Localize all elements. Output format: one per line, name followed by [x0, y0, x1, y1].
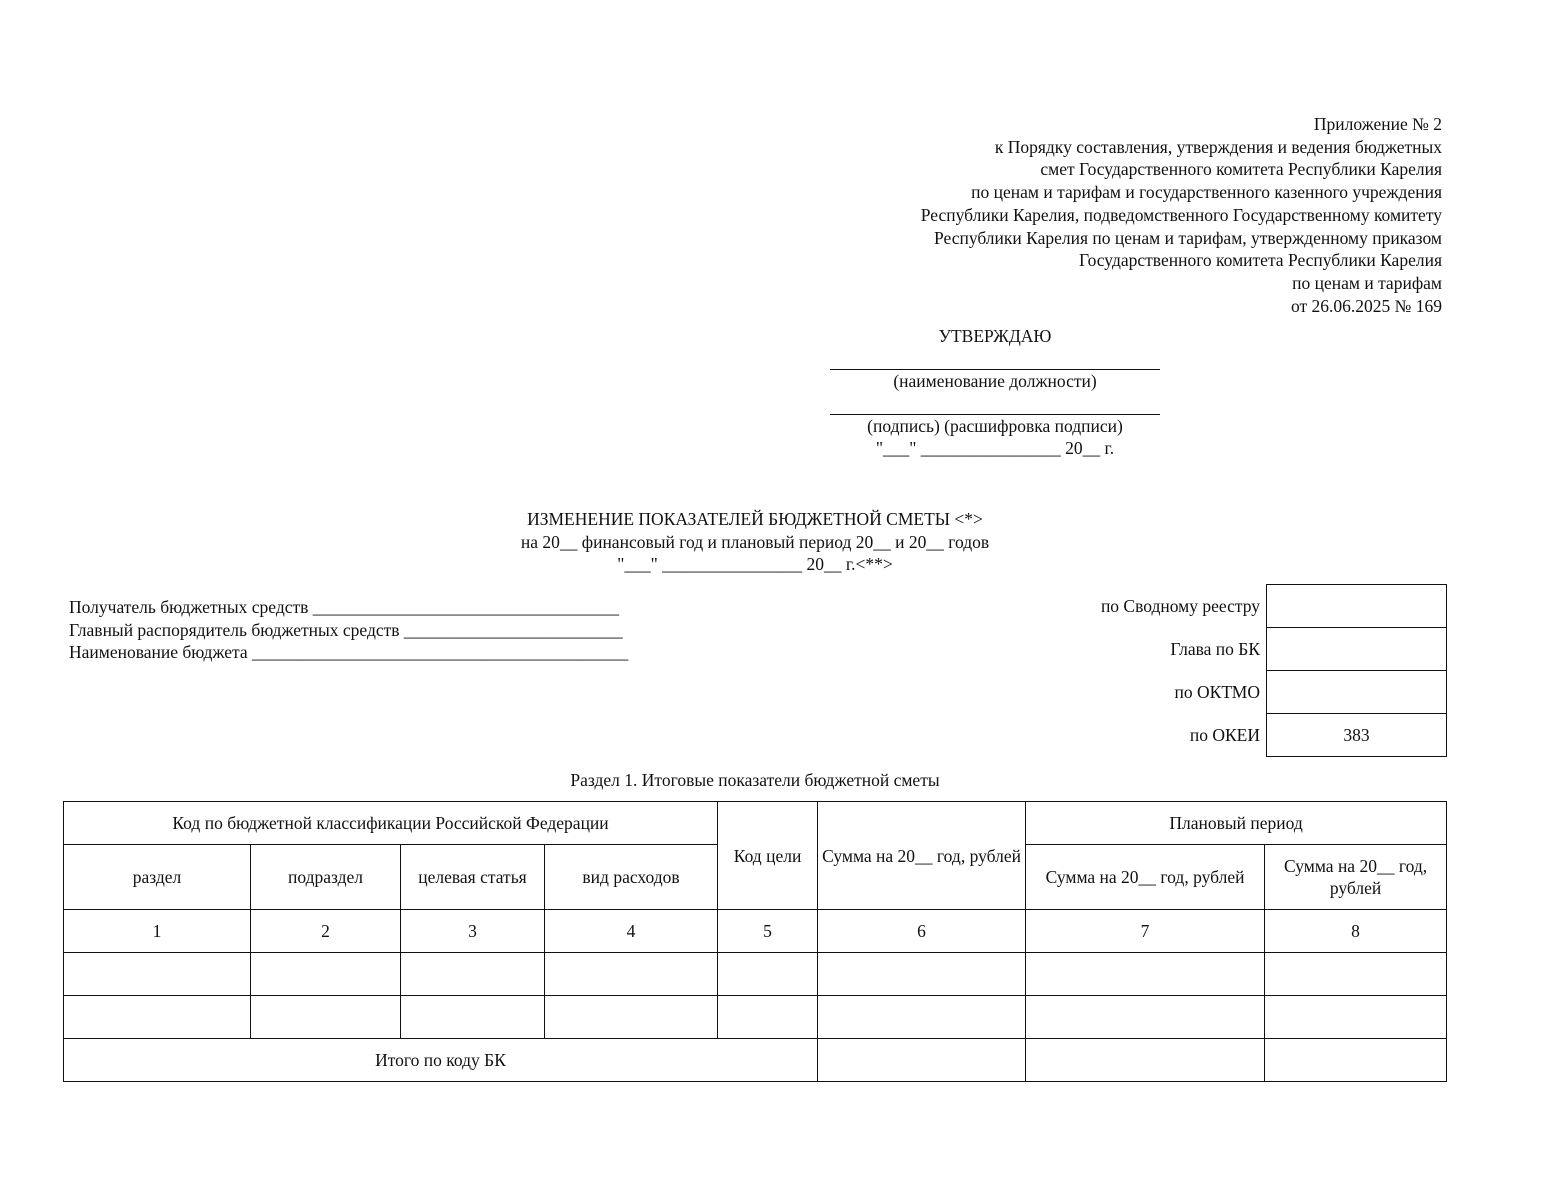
annex-line: Республики Карелия по ценам и тарифам, утвержденному приказом	[933, 227, 1442, 248]
table-cell[interactable]	[718, 953, 818, 996]
total-cell[interactable]	[1265, 1039, 1447, 1082]
approval-block	[830, 325, 1160, 459]
column-number: 3	[401, 910, 545, 953]
table-cell[interactable]	[64, 996, 251, 1039]
column-number: 5	[718, 910, 818, 953]
table-row	[64, 953, 1447, 996]
recipient-info	[69, 596, 628, 664]
code-label: Глава по БК	[1170, 638, 1260, 659]
total-row	[64, 1039, 1447, 1082]
signature-caption: (подпись) (расшифровка подписи)	[867, 416, 1123, 436]
code-value-field[interactable]: 383	[1267, 714, 1447, 757]
table-cell[interactable]	[64, 953, 251, 996]
approval-title: УТВЕРЖДАЮ	[938, 326, 1052, 346]
document-title-line2: на 20__ финансовый год и плановый период 20__ и 20__ годов	[520, 531, 990, 552]
annex-header	[921, 113, 1442, 317]
codes-table	[1040, 584, 1447, 757]
annex-line: от 26.06.2025 № 169	[1291, 295, 1442, 316]
document-title-line3: "___" ________________ 20__ г.<**>	[617, 554, 893, 574]
table-cell[interactable]	[718, 996, 818, 1039]
header-summa-plan1: Сумма на 20__ год, рублей	[1026, 845, 1265, 910]
table-header-row	[64, 802, 1447, 845]
header-podrazdel: подраздел	[251, 845, 401, 910]
header-plan-group: Плановый период	[1026, 802, 1447, 845]
column-number-row	[64, 910, 1447, 953]
column-number: 8	[1265, 910, 1447, 953]
header-summa-plan2: Сумма на 20__ год, рублей	[1265, 845, 1447, 910]
annex-line: по ценам и тарифам	[1292, 272, 1442, 293]
code-label: по ОКТМО	[1174, 681, 1260, 702]
header-statya: целевая статья	[401, 845, 545, 910]
header-summa: Сумма на 20__ год, рублей	[818, 802, 1026, 910]
table-cell[interactable]	[818, 996, 1026, 1039]
table-cell[interactable]	[1265, 953, 1447, 996]
document-title	[300, 508, 1210, 576]
table-cell[interactable]	[251, 996, 401, 1039]
approval-date-line: "___" ________________ 20__ г.	[875, 438, 1115, 458]
total-label: Итого по коду БК	[64, 1039, 818, 1082]
document-title-line1: ИЗМЕНЕНИЕ ПОКАЗАТЕЛЕЙ БЮДЖЕТНОЙ СМЕТЫ <*>	[527, 509, 983, 529]
recipient-line: Получатель бюджетных средств ___________________________________	[69, 597, 620, 617]
code-row	[1040, 585, 1447, 628]
table-row	[64, 996, 1447, 1039]
annex-line: смет Государственного комитета Республики Карелия	[1040, 159, 1442, 180]
budget-table	[63, 801, 1447, 1082]
section-title: Раздел 1. Итоговые показатели бюджетной сметы	[570, 770, 940, 790]
table-cell[interactable]	[401, 996, 545, 1039]
table-cell[interactable]	[818, 953, 1026, 996]
code-row	[1040, 628, 1447, 671]
position-caption: (наименование должности)	[893, 371, 1097, 391]
code-row	[1040, 714, 1447, 757]
main-manager-line: Главный распорядитель бюджетных средств _________________________	[69, 619, 623, 640]
column-number: 4	[545, 910, 718, 953]
total-cell[interactable]	[1026, 1039, 1265, 1082]
header-vid: вид расходов	[545, 845, 718, 910]
column-number: 7	[1026, 910, 1265, 953]
column-number: 2	[251, 910, 401, 953]
budget-name-line: Наименование бюджета ___________________________________________	[69, 642, 629, 662]
code-label: по ОКЕИ	[1189, 724, 1260, 745]
code-value-field[interactable]	[1267, 585, 1447, 628]
annex-line: по ценам и тарифам и государственного казенного учреждения	[971, 182, 1442, 203]
table-cell[interactable]	[401, 953, 545, 996]
table-cell[interactable]	[1026, 996, 1265, 1039]
header-razdel: раздел	[64, 845, 251, 910]
code-label: по Сводному реестру	[1100, 595, 1260, 616]
total-cell[interactable]	[818, 1039, 1026, 1082]
header-bk-group: Код по бюджетной классификации Российской Федерации	[64, 802, 718, 845]
code-row	[1040, 671, 1447, 714]
annex-line: Республики Карелия, подведомственного Государственному комитету	[920, 204, 1442, 225]
header-kod-celi: Код цели	[718, 802, 818, 910]
annex-line: Приложение № 2	[1313, 114, 1442, 134]
table-cell[interactable]	[1265, 996, 1447, 1039]
annex-line: Государственного комитета Республики Карелия	[1079, 250, 1442, 271]
annex-line: к Порядку составления, утверждения и ведения бюджетных	[994, 136, 1442, 157]
table-cell[interactable]	[251, 953, 401, 996]
code-value-field[interactable]	[1267, 628, 1447, 671]
column-number: 6	[818, 910, 1026, 953]
table-cell[interactable]	[545, 953, 718, 996]
code-value-field[interactable]	[1267, 671, 1447, 714]
column-number: 1	[64, 910, 251, 953]
table-cell[interactable]	[545, 996, 718, 1039]
table-cell[interactable]	[1026, 953, 1265, 996]
